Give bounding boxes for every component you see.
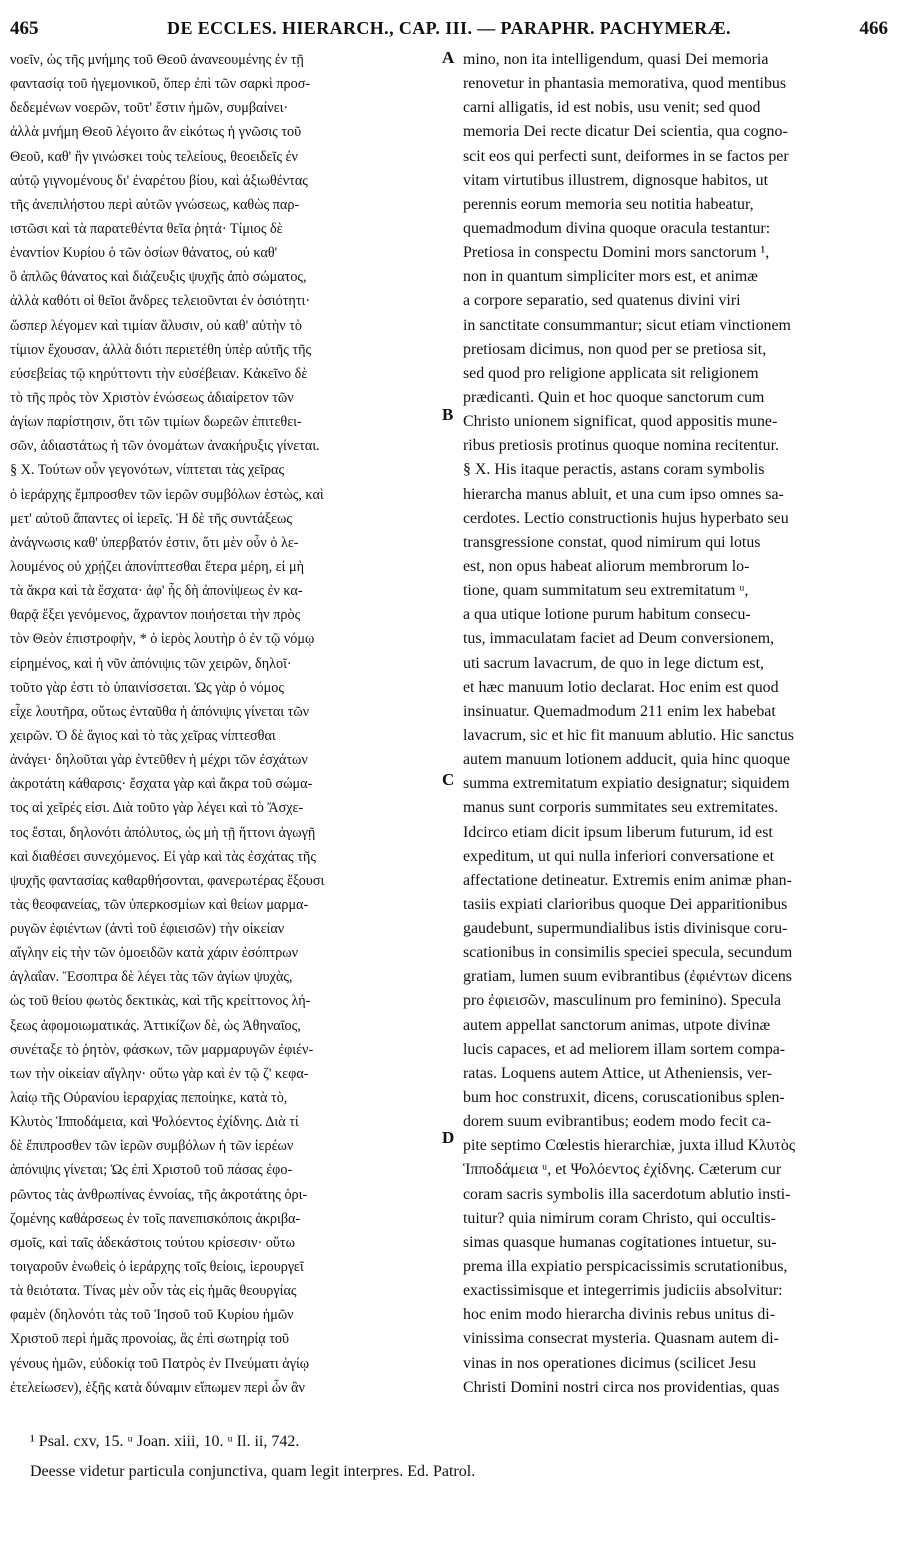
latin-text-line: exactissimisque et integerrimis judiciis absolvitur: <box>463 1282 783 1300</box>
greek-text-line: τίμιον ἔχουσαν, ἀλλὰ διότι περιετέθη ὑπὲρ αὐτῆς τῆς <box>10 341 312 358</box>
greek-text-line: τος ἔσται, δηλονότι ἀπόλυτος, ὡς μὴ τῇ ἥττονι ἀγωγῇ <box>10 824 316 841</box>
margin-letter-c: C <box>442 770 455 789</box>
greek-text-line: ἀνάγει· δηλοῦται γὰρ ἐντεῦθεν ἡ μέχρι τῶν ἐσχάτων <box>10 752 308 769</box>
greek-text-line: Θεοῦ, καθ' ἣν γινώσκει τοὺς τελείους, θεοειδεῖς ἐν <box>10 148 298 165</box>
latin-text-line: expeditum, ut qui nulla inferiori conversatione et <box>463 847 775 865</box>
greek-text-line: μετ' αὐτοῦ ἅπαντες οἱ ἱερεῖς. Ἡ δὲ τῆς συντάξεως <box>10 510 292 527</box>
latin-text-line: quemadmodum divina quoque oracula testantur: <box>463 219 771 237</box>
greek-text-line: γένους ἡμῶν, εὐδοκίᾳ τοῦ Πατρὸς ἐν Πνεύματι ἁγίῳ <box>10 1355 310 1372</box>
latin-text-line: tus, immaculatam faciet ad Deum conversionem, <box>463 630 775 648</box>
latin-text-line: a qua utique lotione purum habitum consecu- <box>463 606 751 624</box>
greek-text-line: ἐτελείωσεν), ἑξῆς κατὰ δύναμιν εἴπωμεν περὶ ὧν ἂν <box>10 1379 305 1396</box>
latin-text-line: affectatione detineatur. Extremis enim animæ phan- <box>463 871 792 889</box>
greek-text-line: ξεως ἀφομοιωματικάς. Ἀττικίζων δὲ, ὡς Ἀθηναῖος, <box>10 1017 301 1034</box>
greek-text-line: αὐτῷ γιγνομένους δι' ἐναρέτου βίου, καὶ ἀξιωθέντας <box>10 172 308 189</box>
greek-text-line: ὡς τοῦ θείου φωτὸς δεκτικὰς, καὶ τῆς κρείττονος λή- <box>10 993 311 1010</box>
latin-text-line: est, non opus habeat aliorum membrorum lo- <box>463 557 750 575</box>
greek-text-line: § Χ. Τούτων οὖν γεγονότων, νίπτεται τὰς χεῖρας <box>10 462 285 479</box>
greek-text-line: συνέταξε τὸ ῥητὸν, φάσκων, τῶν μαρμαρυγῶν ἐφιέν- <box>10 1041 314 1058</box>
latin-text-line: non in quantum simpliciter mors est, et animæ <box>463 268 758 286</box>
latin-text-line: coram sacris symbolis illa sacerdotum ablutio insti- <box>463 1185 791 1203</box>
running-header <box>0 14 898 44</box>
greek-text-line: θαρᾷ ἕξει γενόμενος, ἄχραντον ποιήσεται τὴν πρὸς <box>10 607 301 624</box>
latin-text-line: dorem suum evibrantibus; eodem modo fecit ca- <box>463 1113 772 1131</box>
latin-text-line: autem appellat sanctorum animas, utpote divinæ <box>463 1016 771 1034</box>
latin-text-line: bum hoc construxit, dicens, coruscationibus splen- <box>463 1089 785 1107</box>
latin-text-line: gratiam, lumen suum evibrantibus (ἐφιέντων dicens <box>463 968 792 986</box>
greek-text-line: ρυγῶν ἐφιέντων (ἀντὶ τοῦ ἐφιεισῶν) τὴν οἰκείαν <box>10 921 285 938</box>
latin-text-line: prema illa expiatio perspicacissimis scrutationibus, <box>463 1258 788 1276</box>
greek-text-line: δεδεμένων νοερῶν, τοῦτ' ἔστιν ἡμῶν, συμβαίνει· <box>10 100 289 117</box>
greek-text-line: ἐναντίον Κυρίου ὁ τῶν ὁσίων θάνατος, οὐ καθ' <box>10 245 278 262</box>
greek-text-line: νοεῖν, ὡς τῆς μνήμης τοῦ Θεοῦ ἀνανεουμένης ἐν τῇ <box>10 52 304 68</box>
latin-text-line: mino, non ita intelligendum, quasi Dei memoria <box>463 51 769 68</box>
latin-text-line: memoria Dei recte dicatur Dei scientia, qua cogno- <box>463 123 788 141</box>
greek-text-line: τὸν Θεὸν ἐπιστροφὴν, * ὁ ἱερὸς λουτὴρ ὁ ἐν τῷ νόμῳ <box>10 631 315 648</box>
greek-text-line: ἀπόνιψις γίνεται; Ὡς ἐπὶ Χριστοῦ τοῦ πάσας ἐφο- <box>10 1162 293 1179</box>
greek-text-line: λουμένος οὐ χρῄζει ἀπονίπτεσθαι ἕτερα μέρη, εἰ μὴ <box>10 558 305 575</box>
greek-text-line: ἀλλὰ μνήμη Θεοῦ λέγοιτο ἂν εἰκότως ἡ γνῶσις τοῦ <box>10 124 302 141</box>
latin-text-line: pretiosam dicimus, non quod per se pretiosa sit, <box>463 340 767 358</box>
latin-text-line: manus sunt corporis summitates seu extremitates. <box>463 799 779 817</box>
greek-text-line: ἀλλὰ καθότι οἱ θεῖοι ἄνδρες τελειοῦνται ἐν ὁσιότητι· <box>10 293 311 310</box>
greek-text-line: χειρῶν. Ὁ δὲ ἅγιος καὶ τὸ τὰς χεῖρας νίπτεσθαι <box>10 727 276 744</box>
greek-text-line: ἁγίων παρίστησιν, ὅτι τῶν τιμίων δωρεῶν ἐπιτεθει- <box>10 414 302 431</box>
latin-text-line: hierarcha manus abluit, et una cum ipso omnes sa- <box>463 485 784 503</box>
latin-text-line: lucis capaces, et ad meliorem illam sortem compa- <box>463 1040 786 1058</box>
latin-text-line: transgressione constat, quod nimirum qui lotus <box>463 533 761 551</box>
latin-text-line: in sanctitate consummantur; sicut etiam vinctionem <box>463 316 791 334</box>
latin-text-line: autem manuum lotionem adducit, quia hinc quoque <box>463 751 791 769</box>
greek-text-line: τοιγαροῦν ἑνωθεὶς ὁ ἱεράρχης τοῖς θείοις, ἱερουργεῖ <box>10 1259 304 1276</box>
greek-text-line: τὰ ἄκρα καὶ τὰ ἔσχατα· ἀφ' ἧς δὴ ἀπονίψεως ἐν κα- <box>10 583 303 600</box>
latin-text-line: tuitur? quia nimirum coram Christo, qui occultis- <box>463 1209 776 1227</box>
greek-text-line: τὸ τῆς πρὸς τὸν Χριστὸν ἑνώσεως ἀδιαίρετον τῶν <box>10 389 294 406</box>
greek-text-line: καὶ διαθέσει συνεχόμενος. Εἰ γὰρ καὶ τὰς ἐσχάτας τῆς <box>10 848 316 865</box>
page-number-left: 465 <box>10 18 39 39</box>
latin-text-line: Christo unionem significat, quod appositis mune- <box>463 413 778 431</box>
latin-text-line: simas quasque humanas cogitationes intuetur, su- <box>463 1233 777 1251</box>
latin-text-line: ratas. Loquens autem Attice, ut Atheniensis, ver- <box>463 1064 773 1082</box>
margin-letter-a: A <box>442 48 455 67</box>
greek-text-line: τῆς ἀνεπιλήστου περὶ αὐτῶν γνώσεως, καθὼς παρ- <box>10 196 300 213</box>
latin-text-line: pro ἐφιεισῶν, masculinum pro feminino). Specula <box>463 992 782 1010</box>
greek-text-line: ὥσπερ λέγομεν καὶ τιμίαν ἅλυσιν, οὐ καθ' αὐτὴν τὸ <box>10 317 303 334</box>
footnotes <box>30 1430 870 1484</box>
greek-text-line: σῶν, ἀδιαστάτως ἡ τῶν ὀνομάτων ἀνακήρυξις γίνεται. <box>10 438 320 455</box>
latin-text-line: lavacrum, sic et hic fit manuum ablutio. Hic sanctus <box>463 726 794 744</box>
latin-text-line: sed quod pro religione applicata sit religionem <box>463 364 759 382</box>
greek-text-line: ὃ ἁπλῶς θάνατος καὶ διάζευξις ψυχῆς ἀπὸ σώματος, <box>10 269 307 286</box>
latin-text-line: perennis eorum memoria seu notitia habeatur, <box>463 195 754 213</box>
greek-column <box>10 48 438 1400</box>
greek-text-line: σμοῖς, καὶ ταῖς ἀδεκάστοις τούτου κρίσεσιν· οὕτω <box>10 1234 295 1251</box>
greek-text-line: εἰρημένος, καὶ ἡ νῦν ἀπόνιψις τῶν χειρῶν, δηλοῖ· <box>10 655 292 672</box>
latin-text-line: Idcirco etiam dicit ipsum liberum futurum, id est <box>463 823 773 841</box>
latin-text-line: Ἱπποδάμεια ᵘ, et Ψολόεντος ἐχίδνης. Cæterum cur <box>463 1161 782 1179</box>
latin-text-line: a corpore separatio, sed quatenus divini viri <box>463 292 741 310</box>
editor-note: Deesse videtur particula conjunctiva, quam legit interpres. Ed. Patrol. <box>30 1463 476 1480</box>
latin-text-line: Pretiosa in conspectu Domini mors sanctorum ¹, <box>463 244 770 262</box>
latin-text-line: vinissima consecrat mysteria. Quasnam autem di- <box>463 1330 779 1348</box>
running-title: DE ECCLES. HIERARCH., CAP. III. — PARAPHR. PACHYMERÆ. <box>167 18 731 38</box>
margin-letter-d: D <box>442 1128 455 1147</box>
greek-text-line: ρῶντος τὰς ἀνθρωπίνας ἐννοίας, τῆς ἀκροτάτης ὁρι- <box>10 1186 308 1203</box>
footnote-references: ¹ Psal. cxv, 15. ᵘ Joan. xiii, 10. ᵘ Il. ii, 742. <box>30 1433 300 1450</box>
margin-letter-b: B <box>442 405 454 424</box>
greek-text-line: λαίῳ τῆς Οὐρανίου ἱεραρχίας πεποίηκε, κατὰ τὸ, <box>10 1090 288 1107</box>
latin-column <box>463 48 878 1400</box>
latin-text-line: renovetur in phantasia memorativa, quod mentibus <box>463 75 787 93</box>
latin-text-line: insinuatur. Quemadmodum 211 enim lex habebat <box>463 702 776 720</box>
latin-text-line: vitam virtutibus illustrem, dignosque habitos, ut <box>463 171 768 189</box>
latin-text-line: prædicanti. Quin et hoc quoque sanctorum cum <box>463 388 765 406</box>
greek-text-line: ιστῶσι καὶ τὰ παρατεθέντα θεῖα ῥητά· Τίμιος δὲ <box>10 220 283 237</box>
latin-text-line: summa extremitatum expiatio designatur; siquidem <box>463 775 790 793</box>
greek-text-line: ἀκροτάτη κάθαρσις· ἔσχατα γὰρ καὶ ἄκρα τοῦ σώμα- <box>10 776 313 793</box>
latin-text-line: tione, quam summitatum seu extremitatum ᵘ, <box>463 582 749 600</box>
greek-text-line: Χριστοῦ περὶ ἡμᾶς προνοίας, ἃς ἐπὶ σωτηρίᾳ τοῦ <box>10 1331 290 1348</box>
latin-text-line: § X. His itaque peractis, astans coram symbolis <box>463 461 765 479</box>
greek-text-line: εὐσεβείας τῷ κηρύττοντι τὴν εὐσέβειαν. Κἀκεῖνο δὲ <box>10 365 308 382</box>
greek-text-line: των τὴν οἰκείαν αἴγλην· οὕτω γὰρ καὶ ἐν τῷ ζ' κεφα- <box>10 1065 309 1082</box>
latin-text-line: tasiis expiati clarioribus quoque Dei apparitionibus <box>463 895 788 913</box>
latin-text-line: scationibus in consimilis speciei specula, secundum <box>463 944 793 962</box>
greek-text-line: Κλυτὸς Ἱπποδάμεια, καὶ Ψολόεντος ἐχίδνης. Διὰ τί <box>10 1114 299 1131</box>
latin-text-line: carni alligatis, id est nobis, usu venit; sed quod <box>463 99 761 117</box>
greek-text-line: φαντασίᾳ τοῦ ἡγεμονικοῦ, ὅπερ ἐπὶ τῶν σαρκὶ προσ- <box>10 76 311 93</box>
latin-text-line: cerdotes. Lectio constructionis hujus hyperbato seu <box>463 509 789 527</box>
greek-text-line: ἀγλαΐαν. Ἔσοπτρα δὲ λέγει τὰς τῶν ἁγίων ψυχὰς, <box>10 969 293 986</box>
latin-text-line: pite septimo Cœlestis hierarchiæ, juxta illud Κλυτὸς <box>463 1137 796 1155</box>
latin-text-line: vinas in nos operationes dicimus (scilicet Jesu <box>463 1354 757 1372</box>
latin-text-line: ribus pretiosis protinus quoque nomina recitentur. <box>463 437 779 455</box>
page-number-right: 466 <box>859 18 888 39</box>
greek-text-line: ζομένης καθάρσεως ἐν τοῖς πανεπισκόποις ἀκριβα- <box>10 1210 301 1227</box>
latin-text-line: scit eos qui perfecti sunt, deiformes in se factos per <box>463 147 789 165</box>
greek-text-line: δὲ ἔπιπροσθεν τῶν ἱερῶν συμβόλων ἡ τῶν ἱερέων <box>10 1138 294 1155</box>
greek-text-line: αἴγλην εἰς τὴν τῶν ὁμοειδῶν κατὰ χάριν ἐσόπτρων <box>10 945 299 962</box>
latin-text-line: et hæc manuum lotio declarat. Hoc enim est quod <box>463 678 779 696</box>
greek-text-line: φαμὲν (δηλονότι τὰς τοῦ Ἰησοῦ τοῦ Κυρίου ἡμῶν <box>10 1307 294 1324</box>
latin-text-line: Christi Domini nostri circa nos providentias, quas <box>463 1378 780 1396</box>
greek-text-line: εἶχε λουτῆρα, οὕτως ἐνταῦθα ἡ ἀπόνιψις γίνεται τῶν <box>10 703 310 720</box>
latin-text-line: uti sacrum lavacrum, de quo in lege dictum est, <box>463 654 764 672</box>
greek-text-line: τὰς θεοφανείας, τῶν ὑπερκοσμίων καὶ θείων μαρμα- <box>10 896 309 913</box>
greek-text-line: τοῦτο γὰρ ἐστι τὸ ὑπαινίσσεται. Ὡς γὰρ ὁ νόμος <box>10 679 284 696</box>
latin-text-line: gaudebunt, supermundialibus istis divinisque coru- <box>463 920 788 938</box>
greek-text-line: ἀνάγνωσις καθ' ὑπερβατόν ἐστιν, ὅτι μὲν οὖν ὁ λε- <box>10 534 299 551</box>
greek-text-line: ὁ ἱεράρχης ἔμπροσθεν τῶν ἱερῶν συμβόλων ἑστὼς, καὶ <box>10 486 324 503</box>
greek-text-line: τος αἱ χεῖρές εἰσι. Διὰ τοῦτο γὰρ λέγει καὶ τὸ Ἄσχε- <box>10 800 304 817</box>
latin-text-line: hoc enim modo hierarcha divinis rebus unitus di- <box>463 1306 776 1324</box>
greek-text-line: ψυχῆς φαντασίας καθαρθήσονται, φανερωτέρας ἕξουσι <box>10 872 325 889</box>
greek-text-line: τὰ θειότατα. Τίνας μὲν οὖν τὰς εἰς ἡμᾶς θεουργίας <box>10 1283 297 1300</box>
